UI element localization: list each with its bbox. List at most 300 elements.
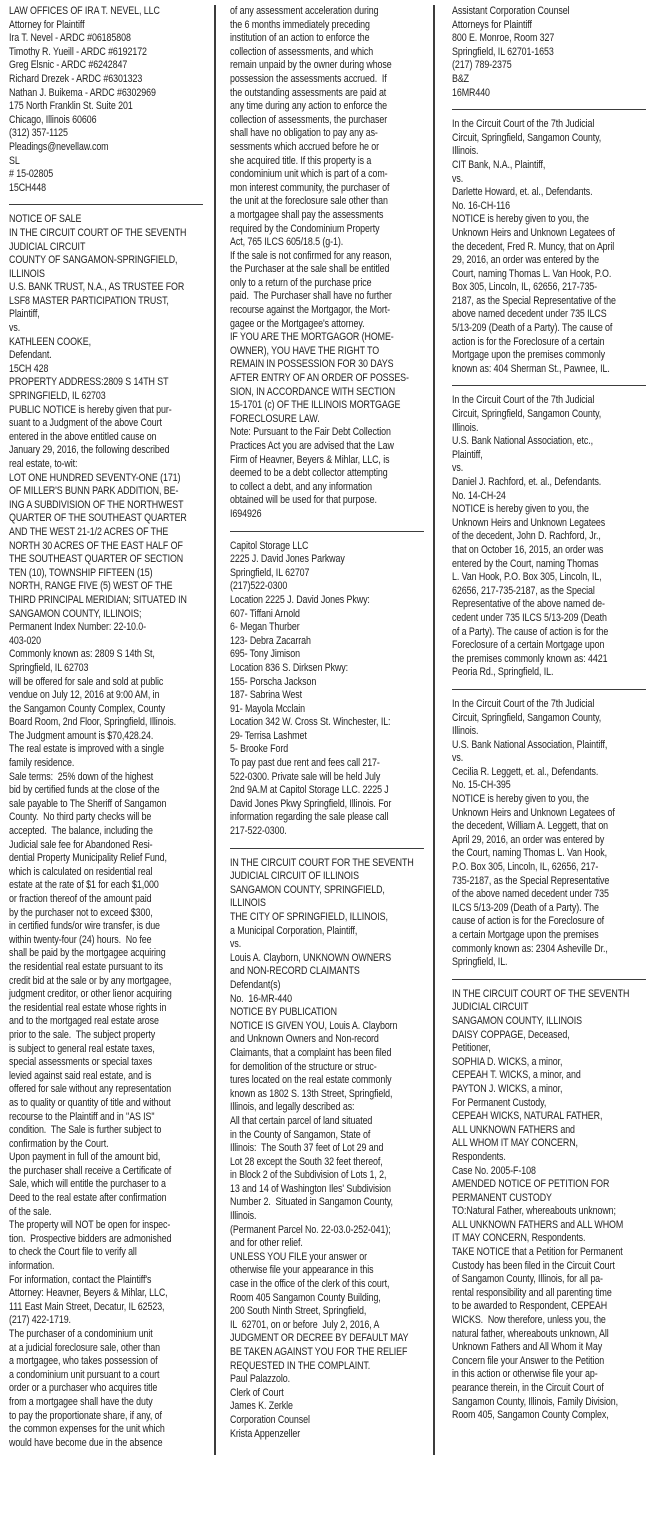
- notice-line: commonly known as: 2304 Asheville Dr.,: [452, 942, 608, 955]
- notice-line: Location 342 W. Cross St. Winchester, IL:: [230, 716, 391, 729]
- notice-line: of any assessment acceleration during: [230, 5, 379, 17]
- notice-line: dential Property Municipality Relief Fund,: [9, 852, 167, 865]
- legal-notice: [9, 213, 209, 1450]
- notice-line: SANGAMON COUNTY, ILLINOIS;: [9, 607, 142, 620]
- notices-column-3: [452, 0, 646, 1423]
- notice-line: obtained will be used for that purpose.: [230, 494, 377, 507]
- section-divider: [452, 109, 646, 110]
- notice-line: Act, 765 ILCS 605/18.5 (g-1).: [230, 236, 344, 249]
- notice-line: BE TAKEN AGAINST YOU FOR THE RELIEF: [230, 1346, 408, 1358]
- notice-line: 29, 2016, an order was entered by the: [452, 254, 599, 267]
- notice-line: The property will NOT be open for inspec-: [9, 1219, 171, 1232]
- notice-line: Springfield, IL 62707: [230, 566, 310, 579]
- notice-line: the outstanding assessments are paid at: [230, 86, 387, 99]
- notice-line: COUNTY OF SANGAMON-SPRINGFIELD,: [9, 254, 178, 267]
- notice-line: Pleadings@nevellaw.com: [9, 140, 109, 153]
- notice-line: Springfield, IL 62701-1653: [452, 45, 554, 58]
- notice-line: the Court, naming Thomas L. Van Hook,: [452, 847, 608, 860]
- notice-line: REQUESTED IN THE COMPLAINT.: [230, 1359, 371, 1372]
- notice-line: REMAIN IN POSSESSION FOR 30 DAYS: [230, 358, 394, 371]
- notice-line: JUDICIAL CIRCUIT: [9, 240, 86, 253]
- notice-line: James K. Zerkle: [230, 1400, 293, 1413]
- notice-line: SANGAMON COUNTY, SPRINGFIELD,: [230, 883, 385, 896]
- notice-line: offered for sale without any representation: [9, 1083, 172, 1096]
- notice-line: a certain Mortgage upon the premises: [452, 929, 599, 941]
- notice-line: collection of assessments, the purchaser: [230, 113, 388, 126]
- notice-line: Peoria Rd., Springfield, IL.: [452, 666, 554, 679]
- notice-line: Richard Drezek - ARDC #6301323: [9, 72, 143, 85]
- notice-line: 2225 J. David Jones Parkway: [230, 553, 345, 566]
- notice-line: The purchaser of a condominium unit: [9, 1328, 153, 1340]
- notice-line: the residential real estate whose rights in: [9, 1001, 167, 1014]
- notice-line: (Permanent Parcel No. 22-03.0-252-041);: [230, 1223, 391, 1236]
- notice-line: mon interest community, the purchaser of: [230, 181, 390, 194]
- notice-line: Illinois: The South 37 feet of Lot 29 and: [230, 1142, 384, 1155]
- notice-line: 91- Mayola Mcclain: [230, 702, 305, 715]
- notice-line: estate at the rate of $1 for each $1,000: [9, 879, 159, 892]
- notice-line: 111 East Main Street, Decatur, IL 62523,: [9, 1300, 165, 1313]
- notice-line: collection of assessments, and which: [230, 45, 374, 58]
- notice-line: the decedent, Fred R. Muncy, that on April: [452, 240, 615, 253]
- notice-line: 15-1701 (c) OF THE ILLINOIS MORTGAGE: [230, 399, 401, 412]
- notice-line: Louis A. Clayborn, UNKNOWN OWNERS: [230, 951, 392, 964]
- notice-line: WICKS. Now therefore, unless you, the: [452, 1314, 606, 1327]
- notice-line: Springfield, IL.: [452, 956, 508, 969]
- notice-line: known as: 404 Sherman St., Pawnee, IL.: [452, 362, 610, 375]
- notice-line: shall be paid by the mortgagee acquiring: [9, 947, 166, 960]
- section-divider: [452, 979, 646, 980]
- notice-line: Unknown Fathers and All Whom it May: [452, 1341, 603, 1354]
- notice-line: The real estate is improved with a single: [9, 743, 165, 756]
- notice-line: (312) 357-1125: [9, 127, 68, 140]
- notice-line: Krista Appenzeller: [230, 1427, 301, 1440]
- notice-line: cedent under 735 ILCS 5/13-209 (Death: [452, 611, 607, 624]
- notice-line: THE SOUTHEAST QUARTER OF SECTION: [9, 553, 184, 566]
- notice-line: 62656, 217-735-2187, as the Special: [452, 584, 595, 597]
- notice-line: IN THE CIRCUIT COURT OF THE SEVENTH: [9, 226, 187, 239]
- notice-line: Concern file your Answer to the Petition: [452, 1354, 605, 1367]
- notice-line: 6- Megan Thurber: [230, 621, 300, 634]
- notice-line: pearance therein, in the Circuit Court of: [452, 1382, 604, 1394]
- notice-line: Case No. 2005-F-108: [452, 1164, 536, 1177]
- notice-line: THIRD PRINCIPAL MERIDIAN; SITUATED IN: [9, 593, 187, 606]
- notice-line: in certified funds/or wire transfer, is due: [9, 920, 160, 933]
- notice-line: NOTICE is hereby given to you, the: [452, 793, 589, 806]
- notice-line: by the purchaser not to exceed $300,: [9, 906, 153, 919]
- notice-line: Room 405 Sangamon County Building,: [230, 1291, 381, 1304]
- notice-line: OF MILLER'S BUNN PARK ADDITION, BE-: [9, 485, 179, 498]
- notice-line: condition. The Sale is further subject to: [9, 1124, 162, 1137]
- legal-notice: [452, 394, 646, 679]
- notice-line: of Sangamon County, Illinois, for all pa-: [452, 1273, 603, 1286]
- notice-line: Ira T. Nevel - ARDC #06185808: [9, 32, 131, 45]
- notice-line: vs.: [9, 322, 21, 335]
- notice-line: credit bid at the sale or by any mortgagee,: [9, 974, 172, 987]
- section-divider: [230, 848, 424, 849]
- notice-line: No. 14-CH-24: [452, 489, 506, 502]
- notice-line: No. 16-MR-440: [230, 992, 293, 1005]
- notice-line: NOTICE BY PUBLICATION: [230, 1006, 337, 1019]
- notice-line: natural father, whereabouts unknown, All: [452, 1327, 609, 1340]
- notice-line: in the County of Sangamon, State of: [230, 1128, 371, 1141]
- notice-line: TO:Natural Father, whereabouts unknown;: [452, 1205, 616, 1218]
- notice-line: IL 62701, on or before July 2, 2016, A: [230, 1318, 380, 1331]
- notice-line: SPRINGFIELD, IL 62703: [9, 390, 106, 403]
- notice-line: FORECLOSURE LAW.: [230, 412, 320, 425]
- notice-line: possession the assessments accrued. If: [230, 72, 387, 85]
- notice-line: THE CITY OF SPRINGFIELD, ILLINOIS,: [230, 911, 388, 923]
- notice-line: April 29, 2016, an order was entered by: [452, 833, 605, 846]
- notice-line: Number 2. Situated in Sangamon County,: [230, 1196, 393, 1209]
- notice-line: Judicial sale fee for Abandoned Resi-: [9, 838, 153, 851]
- notice-line: judgment creditor, or other lienor acquiring: [9, 988, 172, 1001]
- notice-line: ING A SUBDIVISION OF THE NORTHWEST: [9, 498, 184, 511]
- notice-line: 29- Terrisa Lashmet: [230, 729, 307, 742]
- notice-line: U.S. BANK TRUST, N.A., AS TRUSTEE FOR: [9, 281, 185, 294]
- notice-line: for demolition of the structure or struc-: [230, 1060, 377, 1073]
- notice-line: 522-0300. Private sale will be held July: [230, 770, 381, 783]
- notice-line: Illinois.: [452, 145, 479, 158]
- notice-line: prior to the sale. The subject property: [9, 1028, 156, 1041]
- notice-line: Claimants, that a complaint has been filed: [230, 1046, 392, 1059]
- notice-line: For Permanent Custody,: [452, 1096, 547, 1109]
- notice-line: ALL WHOM IT MAY CONCERN,: [452, 1137, 578, 1150]
- notice-line: and Unknown Owners and Non-record: [230, 1033, 379, 1046]
- notice-line: would have become due in the absence: [9, 1436, 163, 1449]
- column-content: [452, 0, 646, 1423]
- notice-line: NOTICE OF SALE: [9, 213, 82, 226]
- notice-line: paid. The Purchaser shall have no further: [230, 290, 392, 303]
- notice-line: Illinois.: [452, 725, 479, 738]
- notice-line: NOTICE IS GIVEN YOU, Louis A. Clayborn: [230, 1019, 398, 1032]
- notice-line: Upon payment in full of the amount bid,: [9, 1151, 161, 1164]
- notice-line: to check the Court file to verify all: [9, 1246, 137, 1259]
- notice-line: Cecilia R. Leggett, et. al., Defendants.: [452, 765, 599, 778]
- notice-line: 15CH 428: [9, 362, 49, 375]
- notice-line: of the decedent, John D. Rachford, Jr.,: [452, 530, 601, 543]
- notice-line: Assistant Corporation Counsel: [452, 5, 570, 17]
- notice-line: the decedent, William A. Leggett, that on: [452, 820, 609, 833]
- notice-line: 155- Porscha Jackson: [230, 675, 317, 688]
- notice-line: SION, IN ACCORDANCE WITH SECTION: [230, 385, 396, 398]
- notice-line: at a judicial foreclosure sale, other than: [9, 1341, 161, 1354]
- notice-line: IT MAY CONCERN, Respondents.: [452, 1232, 586, 1245]
- notice-line: the premises commonly known as: 4421: [452, 652, 608, 665]
- notice-line: required by the Condominium Property: [230, 222, 380, 235]
- notice-line: Paul Palazzolo.: [230, 1373, 290, 1386]
- notice-line: 217-522-0300.: [230, 825, 287, 838]
- notice-line: known as 1802 S. 13th Street, Springfield,: [230, 1087, 393, 1100]
- notice-line: LOT ONE HUNDRED SEVENTY-ONE (171): [9, 471, 181, 484]
- notice-line: Attorney: Heavner, Beyers & Mihlar, LLC,: [9, 1287, 168, 1300]
- notice-line: in this action or otherwise file your ap-: [452, 1368, 598, 1381]
- notice-line: ILLINOIS: [230, 897, 266, 910]
- notice-line: the purchaser shall receive a Certificate of: [9, 1164, 172, 1177]
- notice-line: Foreclosure of a certain Mortgage upon: [452, 639, 605, 652]
- notice-line: QUARTER OF THE SOUTHEAST QUARTER: [9, 512, 187, 525]
- notice-line: tion. Prospective bidders are admonished: [9, 1232, 172, 1245]
- notice-line: PAYTON J. WICKS, a minor,: [452, 1082, 563, 1095]
- notice-line: Illinois.: [452, 421, 479, 434]
- notice-line: IN THE CIRCUIT COURT FOR THE SEVENTH: [230, 856, 414, 869]
- notice-line: TEN (10), TOWNSHIP FIFTEEN (15): [9, 566, 153, 579]
- notice-line: SOPHIA D. WICKS, a minor,: [452, 1055, 563, 1068]
- notice-line: Respondents.: [452, 1150, 506, 1163]
- notice-line: JUDGMENT OR DECREE BY DEFAULT MAY: [230, 1332, 409, 1345]
- notice-line: 15CH448: [9, 181, 46, 194]
- notice-line: a Municipal Corporation, Plaintiff,: [230, 924, 358, 937]
- notice-line: If the sale is not confirmed for any reason,: [230, 249, 392, 262]
- notice-line: Unknown Heirs and Unknown Legatees: [452, 516, 606, 529]
- notice-line: PERMANENT CUSTODY: [452, 1191, 552, 1204]
- notice-line: Note: Pursuant to the Fair Debt Collection: [230, 426, 391, 439]
- notice-line: ILCS 5/13-209 (Death of a Party). The: [452, 901, 599, 914]
- notice-line: vs.: [230, 938, 242, 951]
- notice-line: 403-020: [9, 634, 42, 647]
- notice-line: gagee or the Mortgagee's attorney.: [230, 317, 365, 330]
- notice-line: a mortgagee, who takes possession of: [9, 1355, 158, 1368]
- notice-line: LSF8 MASTER PARTICIPATION TRUST,: [9, 294, 169, 307]
- notice-line: TAKE NOTICE that a Petition for Permanent: [452, 1246, 623, 1259]
- notice-line: Corporation Counsel: [230, 1413, 310, 1426]
- notice-line: PUBLIC NOTICE is hereby given that pur-: [9, 403, 172, 416]
- notice-line: Attorney for Plaintiff: [9, 18, 85, 31]
- column-content: [230, 0, 430, 1441]
- notice-line: shall have no obligation to pay any as-: [230, 127, 378, 140]
- legal-notice: [452, 988, 646, 1423]
- notice-line: No. 16-CH-116: [452, 199, 510, 212]
- notice-line: 2187, as the Special Representative of the: [452, 294, 616, 307]
- notices-column-2: [230, 0, 435, 1441]
- notice-line: SL: [9, 154, 20, 167]
- notice-line: Capitol Storage LLC: [230, 539, 309, 552]
- notice-line: vs.: [452, 752, 464, 765]
- notice-line: Custody has been filed in the Circuit Court: [452, 1259, 615, 1272]
- notice-line: recourse against the Mortgagor, the Mort-: [230, 304, 390, 317]
- legal-notice: [230, 5, 430, 522]
- notice-line: or fraction thereof of the amount paid: [9, 893, 152, 905]
- notice-line: CEPEAH WICKS, NATURAL FATHER,: [452, 1110, 603, 1123]
- notice-line: Sangamon County, Illinois, Family Division,: [452, 1395, 619, 1408]
- section-divider: [452, 385, 646, 386]
- notice-line: (217) 789-2375: [452, 59, 512, 72]
- legal-notice: [452, 698, 646, 970]
- notice-line: accepted. The balance, including the: [9, 825, 153, 838]
- notice-line: P.O. Box 305, Lincoln, IL, 62656, 217-: [452, 861, 599, 874]
- notice-line: The Judgment amount is $70,428.24.: [9, 729, 154, 742]
- notice-line: family residence.: [9, 757, 75, 770]
- notice-line: No. 15-CH-395: [452, 779, 511, 792]
- notice-line: Greg Elsnic - ARDC #6242847: [9, 59, 128, 72]
- notice-line: to collect a debt, and any information: [230, 480, 372, 493]
- section-divider: [9, 204, 203, 205]
- notice-line: 735-2187, as the Special Representative: [452, 874, 610, 887]
- notice-line: Plaintiff,: [452, 448, 483, 461]
- notice-line: case in the office of the clerk of this court,: [230, 1278, 390, 1291]
- legal-notice: [452, 118, 646, 376]
- notice-line: I694926: [230, 507, 262, 520]
- notice-line: (217) 422-1719.: [9, 1314, 71, 1327]
- notice-line: information.: [9, 1260, 55, 1273]
- notice-line: IF YOU ARE THE MORTGAGOR (HOME-: [230, 331, 394, 344]
- notice-line: action is for the Foreclosure of a certain: [452, 335, 605, 348]
- notice-line: Timothy R. Yueill - ARDC #6192172: [9, 45, 147, 58]
- notice-line: County. No third party checks will be: [9, 811, 152, 824]
- notice-line: 5- Brooke Ford: [230, 743, 289, 756]
- notice-line: AFTER ENTRY OF AN ORDER OF POSSES-: [230, 372, 409, 385]
- notice-line: JUDICIAL CIRCUIT: [452, 1001, 529, 1014]
- notice-line: cause of action is for the Foreclosure of: [452, 915, 605, 928]
- notice-line: the residential real estate pursuant to its: [9, 960, 163, 973]
- notice-line: 123- Debra Zacarrah: [230, 634, 311, 647]
- notice-line: PROPERTY ADDRESS:2809 S 14TH ST: [9, 376, 169, 389]
- notice-line: NOTICE is hereby given to you, the: [452, 503, 589, 516]
- notice-line: 5/13-209 (Death of a Party). The cause of: [452, 322, 613, 335]
- notice-line: suant to a Judgment of the above Court: [9, 417, 162, 430]
- notice-line: CEPEAH T. WICKS, a minor, and: [452, 1069, 581, 1082]
- notice-line: which is calculated on residential real: [9, 865, 153, 878]
- notice-line: Circuit, Springfield, Sangamon County,: [452, 131, 602, 144]
- column-content: [9, 0, 209, 1450]
- notice-line: the 6 months immediately preceding: [230, 18, 370, 31]
- notice-line: Room 405, Sangamon County Complex,: [452, 1409, 609, 1422]
- notice-line: Firm of Heavner, Beyers & Mihlar, LLC, is: [230, 453, 390, 466]
- notice-line: levied against said real estate, and is: [9, 1069, 152, 1082]
- notice-line: the common expenses for the unit which: [9, 1423, 165, 1436]
- notice-line: SANGAMON COUNTY, ILLINOIS: [452, 1014, 582, 1027]
- notice-line: AND THE WEST 21-1/2 ACRES OF THE: [9, 525, 169, 538]
- notice-line: of the above named decedent under 735: [452, 888, 609, 901]
- notice-line: entered in the above entitled cause on: [9, 430, 157, 443]
- notice-line: of the sale.: [9, 1205, 52, 1218]
- notice-line: ALL UNKNOWN FATHERS and: [452, 1123, 575, 1136]
- notice-line: Attorneys for Plaintiff: [452, 18, 532, 31]
- notice-line: Plaintiff,: [9, 308, 40, 321]
- notice-line: Petitioner,: [452, 1042, 491, 1055]
- notice-line: ALL UNKNOWN FATHERS and ALL WHOM: [452, 1218, 624, 1231]
- notice-line: sale payable to The Sheriff of Sangamon: [9, 797, 167, 810]
- notice-line: only to a return of the purchase price: [230, 276, 372, 289]
- notice-line: rental responsibility and all parenting time: [452, 1286, 612, 1299]
- notice-line: IN THE CIRCUIT COURT OF THE SEVENTH: [452, 987, 630, 1000]
- notice-line: information regarding the sale please call: [230, 811, 389, 824]
- notice-line: she acquired title. If this property is a: [230, 154, 372, 167]
- notice-line: Box 305, Lincoln, IL, 62656, 217-735-: [452, 281, 598, 294]
- notice-line: recourse to the Plaintiff and in "AS IS": [9, 1110, 155, 1123]
- notice-line: Circuit, Springfield, Sangamon County,: [452, 711, 602, 724]
- notice-line: to pay the proportionate share, if any, of: [9, 1409, 162, 1422]
- notice-line: Representative of the above named de-: [452, 598, 605, 611]
- notice-line: U.S. Bank National Association, etc.,: [452, 435, 594, 448]
- notice-line: Unknown Heirs and Unknown Legatees of: [452, 806, 615, 819]
- notice-line: remain unpaid by the owner during whose: [230, 59, 392, 72]
- notice-line: as to quality or quantity of title and without: [9, 1096, 171, 1109]
- notice-line: Sale, which will entitle the purchaser to a: [9, 1178, 166, 1191]
- notice-line: any time during any action to enforce the: [230, 100, 388, 113]
- notice-line: 13 and 14 of Washington Iles' Subdivision: [230, 1182, 391, 1195]
- notice-line: within twenty-four (24) hours. No fee: [9, 933, 152, 946]
- notice-line: In the Circuit Court of the 7th Judicial: [452, 394, 595, 407]
- notice-line: DAISY COPPAGE, Deceased,: [452, 1028, 570, 1041]
- notice-line: Defendant(s): [230, 978, 281, 991]
- legal-notice: [452, 5, 646, 100]
- notice-line: and NON-RECORD CLAIMANTS: [230, 965, 360, 978]
- notice-line: Nathan J. Buikema - ARDC #6302969: [9, 86, 156, 99]
- notice-line: in Block 2 of the Subdivision of Lots 1, 2,: [230, 1169, 387, 1182]
- notice-line: the Purchaser at the sale shall be entitled: [230, 263, 390, 276]
- notice-line: 187- Sabrina West: [230, 689, 302, 702]
- notice-line: deemed to be a debt collector attempting: [230, 467, 388, 480]
- notice-line: For information, contact the Plaintiff's: [9, 1273, 152, 1286]
- notice-line: the Sangamon County Complex, County: [9, 702, 166, 715]
- notice-line: entered by the Court, naming Thomas: [452, 557, 599, 570]
- notice-line: All that certain parcel of land situated: [230, 1114, 373, 1127]
- notice-line: NOTICE is hereby given to you, the: [452, 213, 589, 226]
- notice-line: B&Z: [452, 72, 470, 85]
- notice-line: Location 2225 J. David Jones Pkwy:: [230, 593, 370, 606]
- notice-line: order or a purchaser who acquires title: [9, 1382, 158, 1395]
- notice-line: 695- Tony Jimison: [230, 648, 300, 661]
- notice-line: special assessments or special taxes: [9, 1056, 153, 1069]
- legal-notice: [230, 857, 430, 1442]
- notice-line: Lot 28 except the South 32 feet thereof,: [230, 1155, 383, 1168]
- notice-line: above named decedent under 735 ILCS: [452, 308, 607, 321]
- notice-line: Daniel J. Rachford, et. al., Defendants.: [452, 476, 602, 488]
- notice-line: UNLESS YOU FILE your answer or: [230, 1250, 367, 1263]
- notice-line: Chicago, Illinois 60606: [9, 113, 97, 126]
- notice-line: otherwise file your appearance in this: [230, 1264, 374, 1277]
- notice-line: and to the mortgaged real estate arose: [9, 1015, 159, 1028]
- notice-line: (217)522-0300: [230, 580, 288, 593]
- notice-line: In the Circuit Court of the 7th Judicial: [452, 118, 595, 131]
- notice-line: 200 South Ninth Street, Springfield,: [230, 1305, 367, 1318]
- notice-line: bid by certified funds at the close of the: [9, 784, 160, 797]
- notice-line: LAW OFFICES OF IRA T. NEVEL, LLC: [9, 5, 160, 17]
- legal-notice: [230, 540, 430, 839]
- notice-line: L. Van Hook, P.O. Box 305, Lincoln, IL,: [452, 571, 602, 584]
- notice-line: Location 836 S. Dirksen Pkwy:: [230, 661, 349, 674]
- notice-line: Deed to the real estate after confirmation: [9, 1192, 167, 1205]
- notice-line: Illinois, and legally described as:: [230, 1101, 355, 1114]
- notices-column-1: [9, 0, 214, 1450]
- notice-line: tures located on the real estate commonly: [230, 1074, 392, 1087]
- section-divider: [452, 689, 646, 690]
- notice-line: January 29, 2016, the following described: [9, 444, 170, 457]
- notice-line: 16MR440: [452, 86, 490, 99]
- notice-line: 607- Tiffani Arnold: [230, 607, 300, 620]
- notice-line: vs.: [452, 172, 464, 185]
- notice-line: Clerk of Court: [230, 1386, 284, 1399]
- notice-line: ILLINOIS: [9, 267, 45, 280]
- notice-line: 800 E. Monroe, Room 327: [452, 32, 555, 45]
- notice-line: Circuit, Springfield, Sangamon County,: [452, 408, 602, 421]
- notice-line: To pay past due rent and fees call 217-: [230, 757, 380, 770]
- notice-line: that on October 16, 2015, an order was: [452, 543, 604, 556]
- notice-line: sessments which accrued before he or: [230, 140, 380, 153]
- notice-line: # 15-02805: [9, 168, 54, 181]
- notice-line: from a mortgagee shall have the duty: [9, 1395, 153, 1408]
- notice-line: U.S. Bank National Association, Plaintiff,: [452, 738, 608, 751]
- notice-line: Defendant.: [9, 349, 52, 362]
- notice-line: Springfield, IL 62703: [9, 661, 89, 674]
- notice-line: JUDICIAL CIRCUIT OF ILLINOIS: [230, 870, 359, 883]
- notice-line: KATHLEEN COOKE,: [9, 335, 91, 348]
- notice-line: Board Room, 2nd Floor, Springfield, Illinois.: [9, 716, 177, 729]
- column-divider-rule: [214, 5, 216, 1455]
- notice-line: 2nd 9A.M at Capitol Storage LLC. 2225 J: [230, 784, 389, 797]
- notice-line: Unknown Heirs and Unknown Legatees of: [452, 226, 615, 239]
- notice-line: a condominium unit pursuant to a court: [9, 1368, 160, 1381]
